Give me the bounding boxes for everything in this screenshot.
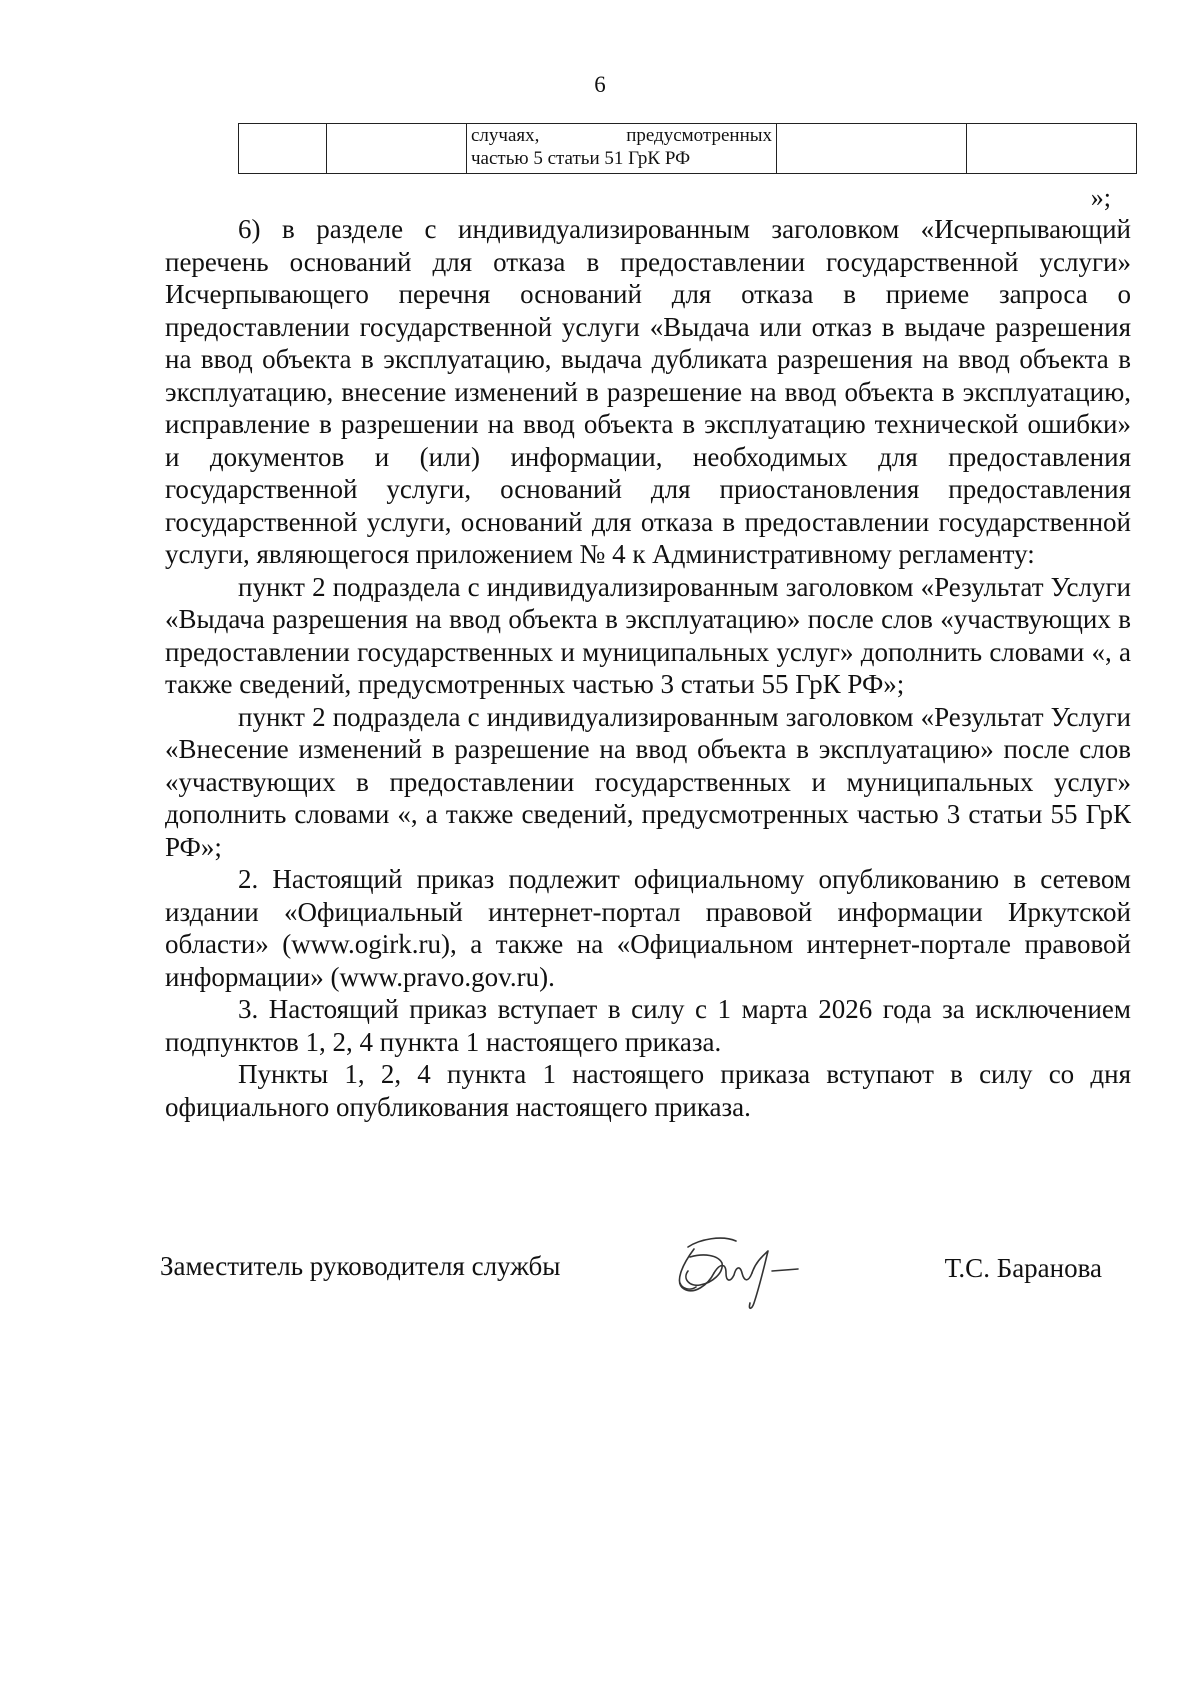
table-cell-text [467,124,777,174]
handwritten-signature-icon [660,1227,810,1317]
paragraph: пункт 2 подраздела с индивидуализированным заголовком «Результат Услуги «Выдача разрешения на ввод объекта в эксплуатацию» после слов «участвующих в предоставлении государственных и муниципальных услуг» дополнить словами «, а также сведений, предусмотренных частью 3 статьи 55 ГрК РФ»; [165,571,1131,699]
signature-block [160,1243,1126,1323]
paragraph: 3. Настоящий приказ вступает в силу с 1 марта 2026 года за исключением подпунктов 1, 2, 4 пункта 1 настоящего приказа. [165,994,1131,1057]
signatory-title: Заместитель руководителя службы [160,1251,561,1281]
table-cell-empty [239,124,327,174]
page-number: 6 [594,72,606,97]
table-cell-empty [327,124,467,174]
closing-quote: »; [1090,183,1111,212]
table-cell-line: предусмотренных [626,125,772,146]
paragraph: пункт 2 подраздела с индивидуализированным заголовком «Результат Услуги «Внесение изменений в разрешение на ввод объекта в эксплуатацию» после слов «участвующих в предоставлении государственных и муниципальных услуг» дополнить словами «, а также сведений, предусмотренных частью 3 статьи 55 ГрК РФ»; [165,701,1131,862]
paragraph: 2. Настоящий приказ подлежит официальному опубликованию в сетевом издании «Официальный интернет-портал правовой информации Иркутской области» (www.ogirk.ru), а также на «Официальном интернет-портале правовой информации» (www.pravo.gov.ru). [165,864,1131,992]
paragraph: 6) в разделе с индивидуализированным заголовком «Исчерпывающий перечень оснований для отказа в предоставлении государственной услуги» Исчерпывающего перечня оснований для отказа в приеме запроса о предоставлении государственной услуги «Выдача или отказ в выдаче разрешения на ввод объекта в эксплуатацию, выдача дубликата разрешения на ввод объекта в эксплуатацию, внесение изменений в разрешение на ввод объекта в эксплуатацию, исправление в разрешении на ввод объекта в эксплуатацию технической ошибки» и документов и (или) информации, необходимых для предоставления государственной услуги, оснований для приостановления предоставления государственной услуги, оснований для отказа в предоставлении государственной услуги, являющегося приложением № 4 к Административному регламенту: [165,214,1131,569]
paragraph: Пункты 1, 2, 4 пункта 1 настоящего приказа вступают в силу со дня официального опубликования настоящего приказа. [165,1059,1131,1122]
table-cell-empty [967,124,1137,174]
document-body [165,213,1131,1123]
table-cell-line: случаях, [471,125,540,146]
table-cell-line: частью 5 статьи 51 ГрК РФ [471,148,691,169]
table-cell-empty [777,124,967,174]
table-row [239,124,1137,174]
continued-table [238,123,1137,174]
signatory-name: Т.С. Баранова [944,1253,1102,1283]
